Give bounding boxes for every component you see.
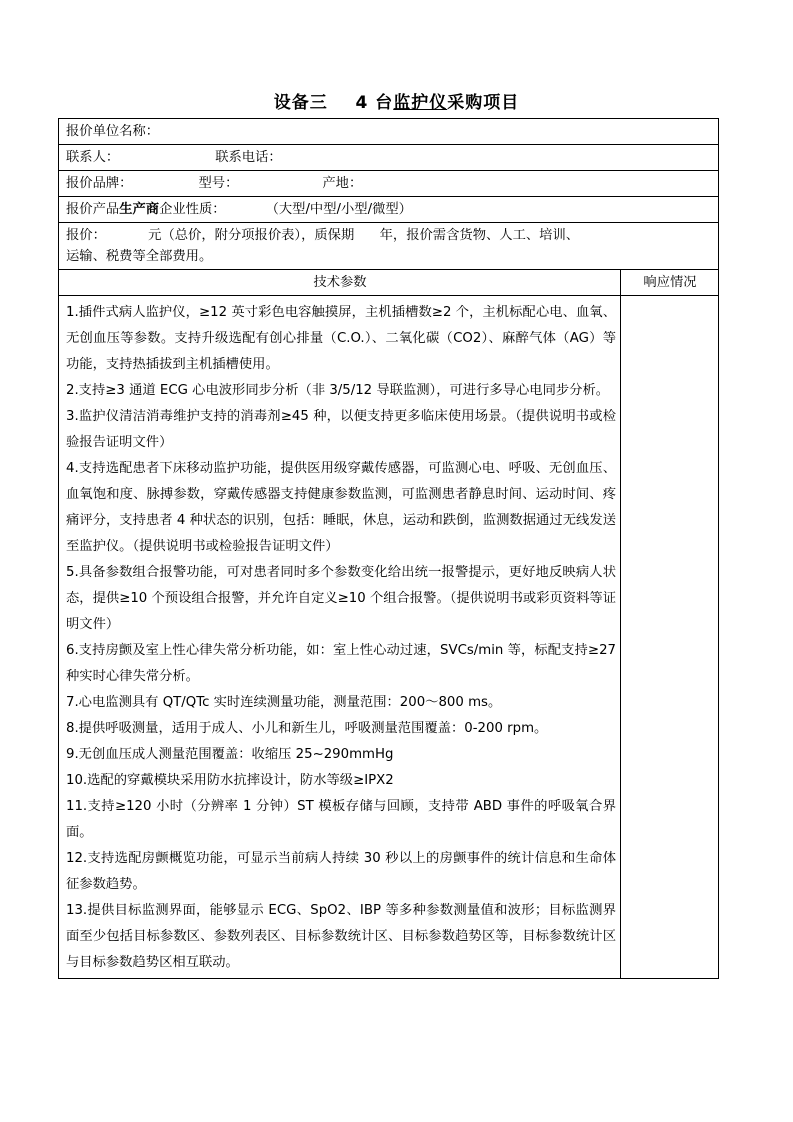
tech-param-item: 11.支持≥120 小时（分辨率 1 分钟）ST 模板存储与回顾，支持带 ABD 事件的呼吸氧合界面。 (66, 799, 616, 840)
response-header: 响应情况 (621, 270, 719, 296)
tech-param-item: 6.支持房颤及室上性心律失常分析功能，如：室上性心动过速，SVCs/min 等，标配支持≥27 种实时心律失常分析。 (66, 643, 616, 684)
enterprise-maker: 生产商 (119, 202, 160, 217)
contact-label: 联系人： (66, 150, 120, 165)
contact-row (59, 145, 719, 171)
phone-label: 联系电话： (215, 150, 282, 165)
price-line-2: 运输、税费等全部费用。 (66, 249, 213, 264)
tech-param-item: 9.无创血压成人测量范围覆盖：收缩压 25~290mmHg (66, 747, 394, 762)
brand-row (59, 171, 719, 197)
tech-param-item: 2.支持≥3 通道 ECG 心电波形同步分析（非 3/5/12 导联监测），可进行多导心电同步分析。 (66, 383, 610, 398)
brand-label: 报价品牌： (66, 176, 133, 191)
tech-param-item: 13.提供目标监测界面，能够显示 ECG、SpO2、IBP 等多种参数测量值和波形；目标监测界面至少包括目标参数区、参数列表区、目标参数统计区、目标参数趋势区等，目标参数统计区与目标参数趋势区相互联动。 (66, 903, 616, 970)
response-cell[interactable] (621, 296, 719, 979)
tech-param-item: 7.心电监测具有 QT/QTc 实时连续测量功能，测量范围：200～800 ms。 (66, 695, 502, 710)
tech-param-item: 5.具备参数组合报警功能，可对患者同时多个参数变化给出统一报警提示，更好地反映病人状态，提供≥10 个预设组合报警，并允许自定义≥10 个组合报警。（提供说明书或彩页资料等证明文件） (66, 565, 616, 632)
tech-params-row (59, 296, 719, 979)
enterprise-prefix: 报价产品 (66, 202, 120, 217)
model-label: 型号： (198, 176, 239, 191)
quote-unit-label: 报价单位名称： (66, 124, 160, 139)
contact-field[interactable] (59, 145, 719, 171)
quote-unit-field[interactable] (59, 119, 719, 145)
price-line-1: 报价： 元（总价，附分项报价表），质保期 年，报价需含货物、人工、培训、 (66, 228, 580, 243)
price-field[interactable] (59, 223, 719, 270)
tech-param-item: 10.选配的穿戴模块采用防水抗摔设计，防水等级≥IPX2 (66, 773, 394, 788)
procurement-table (58, 118, 719, 979)
title-device-name: 监护仪 (393, 93, 448, 113)
enterprise-options: （大型/中型/小型/微型） (265, 202, 412, 217)
origin-label: 产地： (322, 176, 363, 191)
tech-param-item: 1.插件式病人监护仪，≥12 英寸彩色电容触摸屏，主机插槽数≥2 个，主机标配心电、血氧、无创血压等参数。支持升级选配有创心排量（C.O.）、二氧化碳（CO2）、麻醉气体（AG）等功能，支持热插拔到主机插槽使用。 (66, 305, 616, 372)
table-header-row (59, 270, 719, 296)
quote-unit-row (59, 119, 719, 145)
tech-param-item: 12.支持选配房颤概览功能，可显示当前病人持续 30 秒以上的房颤事件的统计信息和生命体征参数趋势。 (66, 851, 616, 892)
brand-field[interactable] (59, 171, 719, 197)
enterprise-field[interactable] (59, 197, 719, 223)
title-prefix: 设备三 (273, 93, 328, 113)
enterprise-label: 企业性质： (159, 202, 226, 217)
enterprise-row (59, 197, 719, 223)
document-title (0, 88, 793, 113)
title-qty: 4 台 (355, 93, 394, 113)
price-row (59, 223, 719, 270)
tech-param-item: 4.支持选配患者下床移动监护功能，提供医用级穿戴传感器，可监测心电、呼吸、无创血压、血氧饱和度、脉搏参数，穿戴传感器支持健康参数监测，可监测患者静息时间、运动时间、疼痛评分，支持患者 4 种状态的识别，包括：睡眠，休息，运动和跌倒，监测数据通过无线发送至监护仪。（提供说明书或检验报告证明文件） (66, 461, 616, 554)
tech-params-cell (59, 296, 621, 979)
tech-param-item: 8.提供呼吸测量，适用于成人、小儿和新生儿，呼吸测量范围覆盖：0-200 rpm。 (66, 721, 548, 736)
tech-param-item: 3.监护仪清洁消毒维护支持的消毒剂≥45 种，以便支持更多临床使用场景。（提供说明书或检验报告证明文件） (66, 409, 616, 450)
title-suffix: 采购项目 (447, 93, 520, 113)
tech-header: 技术参数 (59, 270, 621, 296)
